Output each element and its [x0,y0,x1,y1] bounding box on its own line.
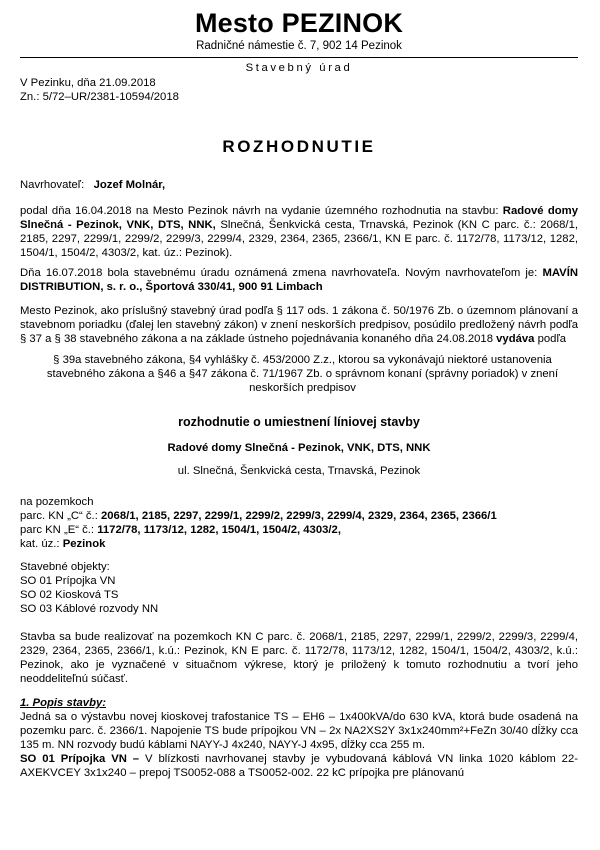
section-text: Jedná sa o výstavbu novej kioskovej trafostanice TS – EH6 – 1x400kVA/do 630 kVA, ktorá bude osadená na pozemku parc. č. 2366/1. Napojenie TS bude prípojkou VN – 2x NA2XS2Y 3x1x240mm²+FeZn 30/40 dĺžky cca 135 m. NN rozvody budú káblami NAYY-J 4x240, NAYY-J 4x95, dĺžky cca 255 m. [20,711,578,751]
paragraph-authority [20,304,578,346]
office-name: Stavebný úrad [245,62,353,74]
paragraph-realization: Stavba sa bude realizovať na pozemkoch KN C parc. č. 2068/1, 2185, 2297, 2299/1, 2299/2, 2299/3, 2299/4, 2329, 2364, 2365, 2366/1, k.ú.: Pezinok, KN E parc. č. 1172/78, 1173/12, 1282, 1504/1, 1504/2, 4303/2, k.ú.: Pezinok, ako je vyznačené v situačnom výkrese, ktorý je priložený k tomuto rozhodnutiu a tvorí jeho neoddeliteľnú súčasť. [20,631,578,685]
parcels-c [20,509,578,523]
authority-tail: podľa [537,333,567,345]
parcels-ku [20,537,578,551]
so01-text: V blízkosti navrhovanej stavby je vybudovaná káblová VN linka 1020 káblom 22-AXEKVCEY 3x1x240 – prepoj TS0052-088 a TS0052-002. 22 kC prípojka pre plánovanú [20,753,578,779]
parcels-ku-value: Pezinok [62,538,106,550]
parcels-e [20,523,578,537]
objects-label: Stavebné objekty: [20,561,110,573]
new-applicant: MAVÍN DISTRIBUTION, s. r. o., Športová 330/41, 900 91 Limbach [20,267,578,293]
parcels-c-value: 2068/1, 2185, 2297, 2299/1, 2299/2, 2299/3, 2299/4, 2329, 2364, 2365, 2366/1 [100,510,497,522]
applicant-line [20,178,578,192]
authority-text: Mesto Pezinok, ako príslušný stavebný úrad podľa § 117 ods. 1 zákona č. 50/1976 Zb. o územnom plánovaní a stavebnom poriadku (ďalej len stavebný zákon) v znení neskorších predpisov, posúdilo predložený návrh podľa § 37 a § 38 stavebného zákona a na základe ústneho pojednávania konaného dňa 24.08.2018 [20,305,578,345]
object-item: SO 02 Kiosková TS [20,589,119,601]
change-text: Dňa 16.07.2018 bola stavebnému úradu oznámená zmena navrhovateľa. Novým navrhovateľom je: [20,267,538,279]
decision-subtitle: rozhodnutie o umiestnení líniovej stavby [178,415,420,429]
city-address: Radničné námestie č. 7, 902 14 Pezinok [196,40,402,52]
parcels-ku-label: kat. úz.: [20,538,60,550]
so01-paragraph [20,752,578,780]
reference-number: Zn.: 5/72–UR/2381-10594/2018 [20,91,179,103]
building-objects [20,560,578,616]
object-item: SO 03 Káblové rozvody NN [20,603,159,615]
project-name: Radové domy Slnečná - Pezinok, VNK, DTS, NNK, [20,205,579,231]
application-text: podal dňa 16.04.2018 na Mesto Pezinok návrh na vydanie územného rozhodnutia na stavbu: [20,205,499,217]
document-page [20,8,578,780]
section-heading: 1. Popis stavby: [20,697,107,709]
parcels-intro: na pozemkoch [20,496,94,508]
parcels-block [20,495,578,551]
decision-project: Radové domy Slnečná - Pezinok, VNK, DTS, NNK [167,442,431,454]
applicant-label: Navrhovateľ: [20,179,85,191]
decision-title: ROZHODNUTIE [222,137,376,156]
decision-streets: ul. Slnečná, Šenkvická cesta, Trnavská, Pezinok [177,465,421,477]
paragraph-change [20,266,578,294]
section-description [20,696,578,780]
so01-label: SO 01 Prípojka VN – [20,753,140,765]
parcels-e-label: parc KN „E“ č.: [20,524,95,536]
city-title: Mesto PEZINOK [194,8,404,38]
place-date: V Pezinku, dňa 21.09.2018 [20,77,156,89]
paragraph-application [20,204,578,260]
parcels-c-label: parc. KN „C“ č.: [20,510,98,522]
paragraph-legal-basis: § 39a stavebného zákona, §4 vyhlášky č. 453/2000 Z.z., ktorou sa vykonávajú niektoré ustanovenia stavebného zákona a §46 a §47 zákona č. 71/1967 Zb. o správnom konaní (správny poriadok) v znení neskorších predpisov [46,354,559,394]
object-item: SO 01 Prípojka VN [20,575,116,587]
applicant-name: Jozef Molnár, [93,179,166,191]
parcels-e-value: 1172/78, 1173/12, 1282, 1504/1, 1504/2, 4303/2, [97,524,341,536]
project-location: Slnečná, Šenkvická cesta, Trnavská, Pezinok (KN C parc. č.: 2068/1, 2185, 2297, 2299/1, 2299/2, 2299/3, 2299/4, 2329, 2364, 2365, 2366/1, KN E parc. č. 1172/78, 1173/12, 1282, 1504/1, 1504/2, 4303/2, kat. úz.: Pezinok). [20,219,578,259]
header-divider [20,57,578,58]
issues-word: vydáva [496,333,535,345]
